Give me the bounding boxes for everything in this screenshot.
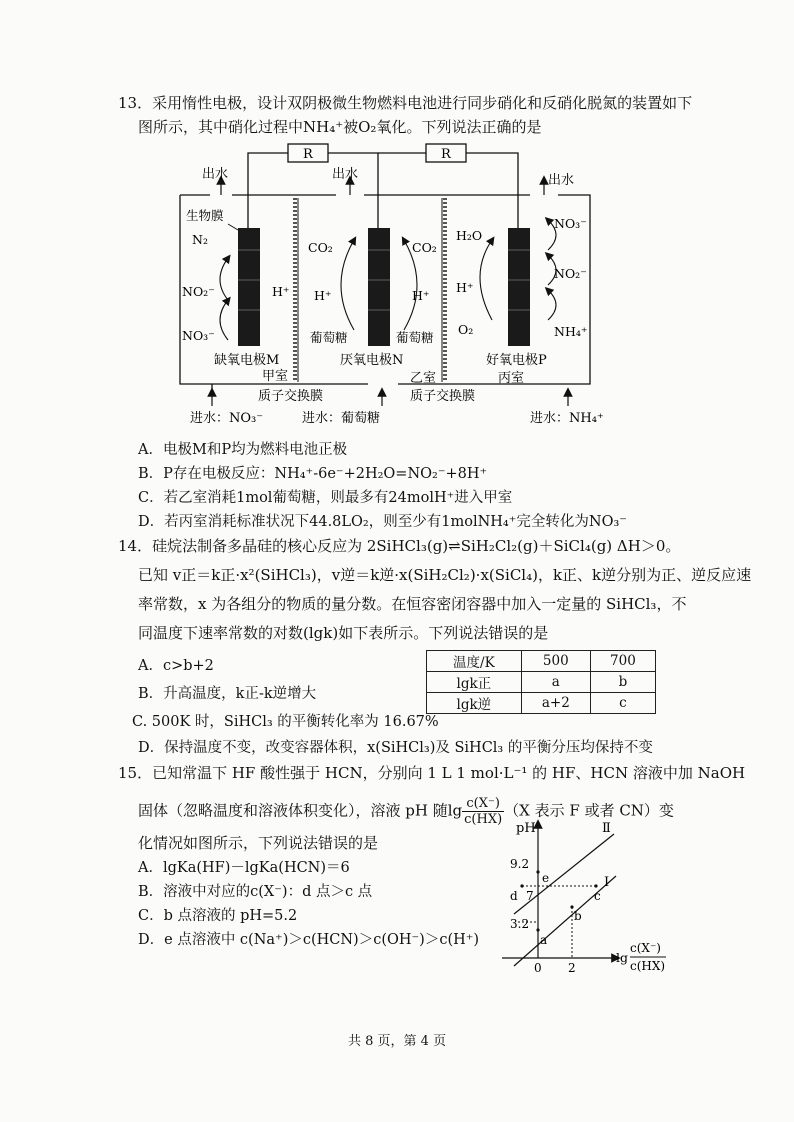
q15-stem-line1: 15．已知常温下 HF 酸性强于 HCN，分别向 1 L 1 mol·L⁻¹ 的 HF、HCN 溶液中加 NaOH: [118, 764, 746, 782]
room-bing-label: 丙室: [498, 371, 525, 386]
outlet-right-label: 出水: [548, 173, 575, 188]
table-cell: b: [590, 672, 655, 693]
mid-hplus-left: H⁺: [314, 288, 332, 303]
mid-hplus-right: H⁺: [412, 288, 430, 303]
q14-option-a: A．c>b+2: [138, 658, 214, 674]
q13-cell-diagram: [168, 140, 604, 436]
outlet-mid-label: 出水: [332, 167, 359, 182]
q14-rate-constant-table: [426, 650, 656, 714]
graph-tick-x-2: 2: [568, 961, 576, 975]
q13-option-c: C．若乙室消耗1mol葡萄糖，则最多有24molH⁺进入甲室: [138, 490, 513, 506]
table-cell: lgk正: [427, 672, 522, 693]
room-yi-label: 乙室: [410, 371, 437, 386]
q14-option-b: B．升高温度，k正-k逆增大: [138, 686, 317, 702]
q13-stem-line1: 13．采用惰性电极，设计双阴极微生物燃料电池进行同步硝化和反硝化脱氮的装置如下: [118, 94, 693, 112]
membrane-2-label: 质子交换膜: [410, 389, 476, 404]
q14-option-c: C. 500K 时，SiHCl₃ 的平衡转化率为 16.67%: [132, 714, 439, 730]
graph-xlabel-lg: lg: [616, 950, 628, 965]
q15-stem-line2-end: （X 表示 F 或者 CN）变: [504, 801, 674, 820]
resistor-2-label: R: [441, 147, 451, 162]
inlet-right-label: 进水：NH₄⁺: [530, 411, 604, 426]
q13-option-d: D．若丙室消耗标准状况下44.8LO₂，则至少有1molNH₄⁺完全转化为NO₃⁻: [138, 514, 627, 530]
table-cell: a+2: [521, 693, 590, 714]
graph-point-c: c: [594, 889, 601, 903]
table-cell: c: [590, 693, 655, 714]
membrane-1-label: 质子交换膜: [258, 389, 324, 404]
q13-option-b: B．P存在电极反应：NH₄⁺-6e⁻+2H₂O=NO₂⁻+8H⁺: [138, 466, 488, 482]
q15-option-c: C．b 点溶液的 pH=5.2: [138, 908, 298, 924]
graph-ylabel: pH: [516, 821, 536, 836]
q14-option-d: D．保持温度不变，改变容器体积，x(SiHCl₃)及 SiHCl₃ 的平衡分压均保持不变: [138, 740, 653, 756]
table-header-cell: 700: [590, 651, 655, 672]
graph-point-d: d: [510, 889, 518, 903]
right-no2: NO₂⁻: [554, 266, 587, 281]
graph-point-a: a: [540, 933, 548, 947]
table-cell: lgk逆: [427, 693, 522, 714]
inlet-left-label: 进水：NO₃⁻: [190, 411, 264, 426]
graph-tick-y-32: 3.2: [510, 917, 530, 931]
graph-point-b: b: [574, 909, 582, 923]
right-hplus: H⁺: [456, 280, 474, 295]
q15-stem-line2-start: 固体（忽略温度和溶液体积变化），溶液 pH 随: [138, 801, 448, 820]
q13-stem-line2: 图所示，其中硝化过程中NH₄⁺被O₂氧化。下列说法正确的是: [138, 118, 542, 136]
biofilm-label: 生物膜: [186, 208, 224, 223]
left-species-n2: N₂: [192, 232, 208, 247]
q15-ratio-numerator: c(X⁻): [462, 796, 504, 812]
right-nh4: NH₄⁺: [554, 324, 588, 339]
right-o2: O₂: [458, 322, 474, 337]
q15-ratio-denominator: c(HX): [464, 812, 503, 827]
graph-line-label-1: Ⅰ: [604, 875, 610, 890]
electrode-n: [368, 228, 390, 346]
q13-option-a: A．电极M和P均为燃料电池正极: [138, 442, 348, 458]
right-h2o: H₂O: [456, 228, 483, 243]
graph-tick-y-92: 9.2: [510, 857, 530, 871]
graph-point-e: e: [542, 871, 550, 885]
q14-stem-line2: 已知 v正＝k正·x²(SiHCl₃)，v逆＝k逆·x(SiH₂Cl₂)·x(SiCl₄)，k正、k逆分别为正、逆反应速: [138, 566, 752, 584]
page-footer: 共 8 页，第 4 页: [348, 1034, 447, 1049]
room-jia-label: 甲室: [262, 369, 289, 384]
resistor-1-label: R: [303, 147, 313, 162]
mid-co2-right: CO₂: [412, 240, 437, 255]
electrode-p: [508, 228, 530, 346]
mid-glucose-right: 葡萄糖: [396, 330, 434, 345]
table-header-row: [427, 651, 656, 672]
electrode-p-label: 好氧电极P: [486, 353, 547, 368]
electrode-m-label: 缺氧电极M: [214, 353, 280, 368]
table-row: [427, 693, 656, 714]
left-species-no3: NO₃⁻: [182, 328, 215, 343]
right-no3: NO₃⁻: [554, 216, 587, 231]
graph-tick-x-0: 0: [534, 961, 542, 975]
left-hplus: H⁺: [272, 284, 290, 299]
table-header-cell: 温度/K: [427, 651, 522, 672]
table-cell: a: [521, 672, 590, 693]
q14-stem-line3: 率常数，x 为各组分的物质的量分数。在恒容密闭容器中加入一定量的 SiHCl₃，不: [138, 595, 687, 613]
q14-stem-line1: 14．硅烷法制备多晶硅的核心反应为 2SiHCl₃(g)⇌SiH₂Cl₂(g)＋SiCl₄(g) ΔH＞0。: [118, 537, 681, 555]
electrode-n-label: 厌氧电极N: [340, 353, 404, 368]
table-row: [427, 672, 656, 693]
inlet-mid-label: 进水：葡萄糖: [302, 411, 381, 426]
q15-stem-line3: 化情况如图所示，下列说法错误的是: [138, 834, 379, 852]
graph-xlabel-den: c(HX): [630, 959, 666, 973]
graph-xlabel-num: c(X⁻): [630, 941, 661, 955]
graph-tick-y-7: 7: [526, 889, 534, 903]
q15-ph-graph: [496, 816, 680, 976]
mid-co2-left: CO₂: [308, 240, 333, 255]
electrode-m: [238, 228, 260, 346]
q15-lg-prefix: lg: [447, 801, 463, 820]
q14-stem-line4: 同温度下速率常数的对数(lgk)如下表所示。下列说法错误的是: [138, 624, 549, 642]
graph-line-label-2: Ⅱ: [602, 821, 611, 836]
left-species-no2: NO₂⁻: [182, 284, 215, 299]
table-header-cell: 500: [521, 651, 590, 672]
q15-option-d: D．e 点溶液中 c(Na⁺)＞c(HCN)＞c(OH⁻)＞c(H⁺): [138, 932, 480, 948]
outlet-left-label: 出水: [202, 167, 229, 182]
q15-option-a: A．lgKa(HF)－lgKa(HCN)＝6: [138, 860, 350, 876]
mid-glucose-left: 葡萄糖: [310, 330, 348, 345]
q15-option-b: B．溶液中对应的c(X⁻)：d 点＞c 点: [138, 884, 373, 900]
